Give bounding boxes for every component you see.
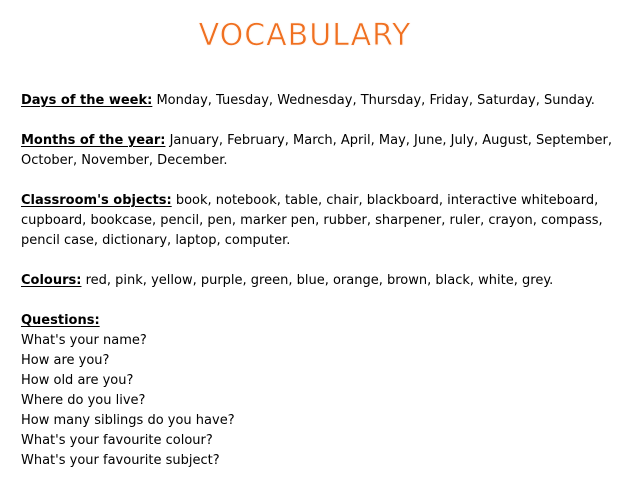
- vocabulary-content: [21, 91, 633, 471]
- section-label: Classroom's objects:: [21, 193, 172, 208]
- section-classroom-objects: [21, 191, 633, 251]
- question-item: How are you?: [21, 353, 110, 368]
- question-item: What's your favourite colour?: [21, 433, 213, 448]
- section-text: January, February, March, April, May, June, July, August, September, October, November, December.: [21, 133, 612, 168]
- section-label: Colours:: [21, 273, 82, 288]
- section-text: red, pink, yellow, purple, green, blue, orange, brown, black, white, grey.: [81, 273, 554, 288]
- section-months-of-year: [21, 131, 633, 171]
- document-title: VOCABULARY: [198, 18, 412, 53]
- questions-label: Questions:: [21, 313, 100, 328]
- section-label: Days of the week:: [21, 93, 153, 108]
- section-label: Months of the year:: [21, 133, 166, 148]
- section-days-of-week: [21, 91, 633, 111]
- question-item: What's your name?: [21, 333, 147, 348]
- question-item: Where do you live?: [21, 393, 146, 408]
- question-item: What's your favourite subject?: [21, 453, 220, 468]
- section-text: Monday, Tuesday, Wednesday, Thursday, Friday, Saturday, Sunday.: [152, 93, 595, 108]
- question-item: How many siblings do you have?: [21, 413, 235, 428]
- question-item: How old are you?: [21, 373, 134, 388]
- section-questions: [21, 311, 633, 471]
- section-colours: [21, 271, 633, 291]
- section-text: book, notebook, table, chair, blackboard, interactive whiteboard, cupboard, bookcase, pencil, pen, marker pen, rubber, sharpener, ruler, crayon, compass, pencil case, dictionary, laptop, computer.: [21, 193, 603, 248]
